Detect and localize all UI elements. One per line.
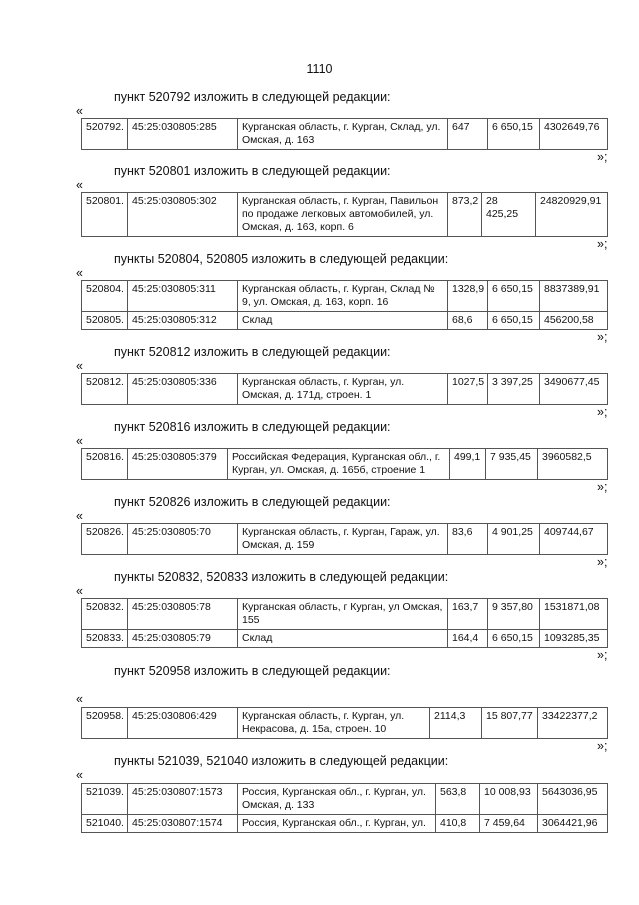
cadastral-number: 45:25:030805:302 [128, 193, 238, 237]
cadastral-number: 45:25:030805:312 [128, 312, 238, 330]
total-value: 3960582,5 [538, 449, 608, 480]
unit-value: 28 425,25 [482, 193, 536, 237]
total-value: 409744,67 [540, 524, 608, 555]
data-table [81, 448, 608, 480]
close-quote: »; [597, 237, 608, 251]
row-number: 521040. [82, 815, 128, 833]
address: Курганская область, г. Курган, Склад, ул. Омская, д. 163 [238, 119, 448, 150]
row-number: 520826. [82, 524, 128, 555]
row-number: 520816. [82, 449, 128, 480]
cadastral-number: 45:25:030807:1573 [128, 784, 238, 815]
total-value: 1093285,35 [540, 630, 608, 648]
section-heading: пункты 520804, 520805 изложить в следующей редакции: [114, 252, 449, 266]
table-row [82, 524, 608, 555]
table-row [82, 449, 608, 480]
close-quote: »; [597, 330, 608, 344]
table-row [82, 630, 608, 648]
section-heading: пункт 520792 изложить в следующей редакции: [114, 90, 391, 104]
total-value: 5643036,95 [538, 784, 608, 815]
table-row [82, 784, 608, 815]
open-quote: « [76, 584, 83, 598]
total-value: 3490677,45 [540, 374, 608, 405]
unit-value: 7 459,64 [480, 815, 538, 833]
page-number: 1110 [306, 62, 333, 76]
unit-value: 10 008,93 [480, 784, 538, 815]
total-value: 33422377,2 [538, 708, 608, 739]
address: Российская Федерация, Курганская обл., г. Курган, ул. Омская, д. 165б, строение 1 [228, 449, 450, 480]
area: 83,6 [448, 524, 488, 555]
row-number: 520812. [82, 374, 128, 405]
unit-value: 6 650,15 [488, 312, 540, 330]
area: 410,8 [436, 815, 480, 833]
unit-value: 6 650,15 [488, 630, 540, 648]
address: Курганская область, г. Курган, Гараж, ул. Омская, д. 159 [238, 524, 448, 555]
section-heading: пункты 521039, 521040 изложить в следующей редакции: [114, 754, 449, 768]
unit-value: 15 807,77 [482, 708, 538, 739]
close-quote: »; [597, 739, 608, 753]
data-table [81, 598, 608, 648]
close-quote: »; [597, 555, 608, 569]
cadastral-number: 45:25:030805:70 [128, 524, 238, 555]
open-quote: « [76, 178, 83, 192]
address: Склад [238, 312, 448, 330]
area: 563,8 [436, 784, 480, 815]
address: Курганская область, г. Курган, ул. Омская, д. 171д, строен. 1 [238, 374, 448, 405]
cadastral-number: 45:25:030805:79 [128, 630, 238, 648]
table-row [82, 815, 608, 833]
cadastral-number: 45:25:030805:311 [128, 281, 238, 312]
section-heading: пункт 520958 изложить в следующей редакции: [114, 664, 391, 678]
data-table [81, 280, 608, 330]
area: 647 [448, 119, 488, 150]
close-quote: »; [597, 405, 608, 419]
area: 163,7 [448, 599, 488, 630]
cadastral-number: 45:25:030806:429 [128, 708, 238, 739]
unit-value: 6 650,15 [488, 119, 540, 150]
section-heading: пункты 520832, 520833 изложить в следующей редакции: [114, 570, 449, 584]
open-quote: « [76, 509, 83, 523]
area: 873,2 [448, 193, 482, 237]
table-row [82, 374, 608, 405]
data-table [81, 192, 608, 237]
row-number: 520792. [82, 119, 128, 150]
data-table [81, 523, 608, 555]
data-table [81, 783, 608, 833]
open-quote: « [76, 104, 83, 118]
area: 68,6 [448, 312, 488, 330]
area: 1328,9 [448, 281, 488, 312]
cadastral-number: 45:25:030807:1574 [128, 815, 238, 833]
open-quote: « [76, 768, 83, 782]
area: 1027,5 [448, 374, 488, 405]
address: Курганская область, г. Курган, Склад № 9, ул. Омская, д. 163, корп. 16 [238, 281, 448, 312]
address: Курганская область, г Курган, ул Омская, 155 [238, 599, 448, 630]
section-heading: пункт 520826 изложить в следующей редакции: [114, 495, 391, 509]
section-heading: пункт 520801 изложить в следующей редакции: [114, 164, 391, 178]
row-number: 520804. [82, 281, 128, 312]
cadastral-number: 45:25:030805:285 [128, 119, 238, 150]
table-row [82, 599, 608, 630]
data-table [81, 707, 608, 739]
area: 164,4 [448, 630, 488, 648]
address: Курганская область, г. Курган, ул. Некрасова, д. 15а, строен. 10 [238, 708, 430, 739]
table-row [82, 281, 608, 312]
unit-value: 6 650,15 [488, 281, 540, 312]
unit-value: 7 935,45 [486, 449, 538, 480]
section-heading: пункт 520812 изложить в следующей редакции: [114, 345, 391, 359]
total-value: 4302649,76 [540, 119, 608, 150]
close-quote: »; [597, 150, 608, 164]
address: Курганская область, г. Курган, Павильон по продаже легковых автомобилей, ул. Омская, д. 163, корп. 6 [238, 193, 448, 237]
open-quote: « [76, 692, 83, 706]
unit-value: 3 397,25 [488, 374, 540, 405]
cadastral-number: 45:25:030805:78 [128, 599, 238, 630]
open-quote: « [76, 359, 83, 373]
area: 2114,3 [430, 708, 482, 739]
table-row [82, 312, 608, 330]
unit-value: 9 357,80 [488, 599, 540, 630]
cadastral-number: 45:25:030805:336 [128, 374, 238, 405]
table-row [82, 193, 608, 237]
section-heading: пункт 520816 изложить в следующей редакции: [114, 420, 391, 434]
table-row [82, 119, 608, 150]
address: Россия, Курганская обл., г. Курган, ул. Омская, д. 133 [238, 784, 436, 815]
unit-value: 4 901,25 [488, 524, 540, 555]
open-quote: « [76, 434, 83, 448]
total-value: 456200,58 [540, 312, 608, 330]
total-value: 8837389,91 [540, 281, 608, 312]
row-number: 521039. [82, 784, 128, 815]
total-value: 24820929,91 [536, 193, 608, 237]
row-number: 520832. [82, 599, 128, 630]
cadastral-number: 45:25:030805:379 [128, 449, 228, 480]
close-quote: »; [597, 648, 608, 662]
address: Россия, Курганская обл., г. Курган, ул. [238, 815, 436, 833]
data-table [81, 373, 608, 405]
table-row [82, 708, 608, 739]
data-table [81, 118, 608, 150]
row-number: 520805. [82, 312, 128, 330]
total-value: 1531871,08 [540, 599, 608, 630]
row-number: 520801. [82, 193, 128, 237]
total-value: 3064421,96 [538, 815, 608, 833]
close-quote: »; [597, 480, 608, 494]
address: Склад [238, 630, 448, 648]
area: 499,1 [450, 449, 486, 480]
row-number: 520958. [82, 708, 128, 739]
open-quote: « [76, 266, 83, 280]
row-number: 520833. [82, 630, 128, 648]
